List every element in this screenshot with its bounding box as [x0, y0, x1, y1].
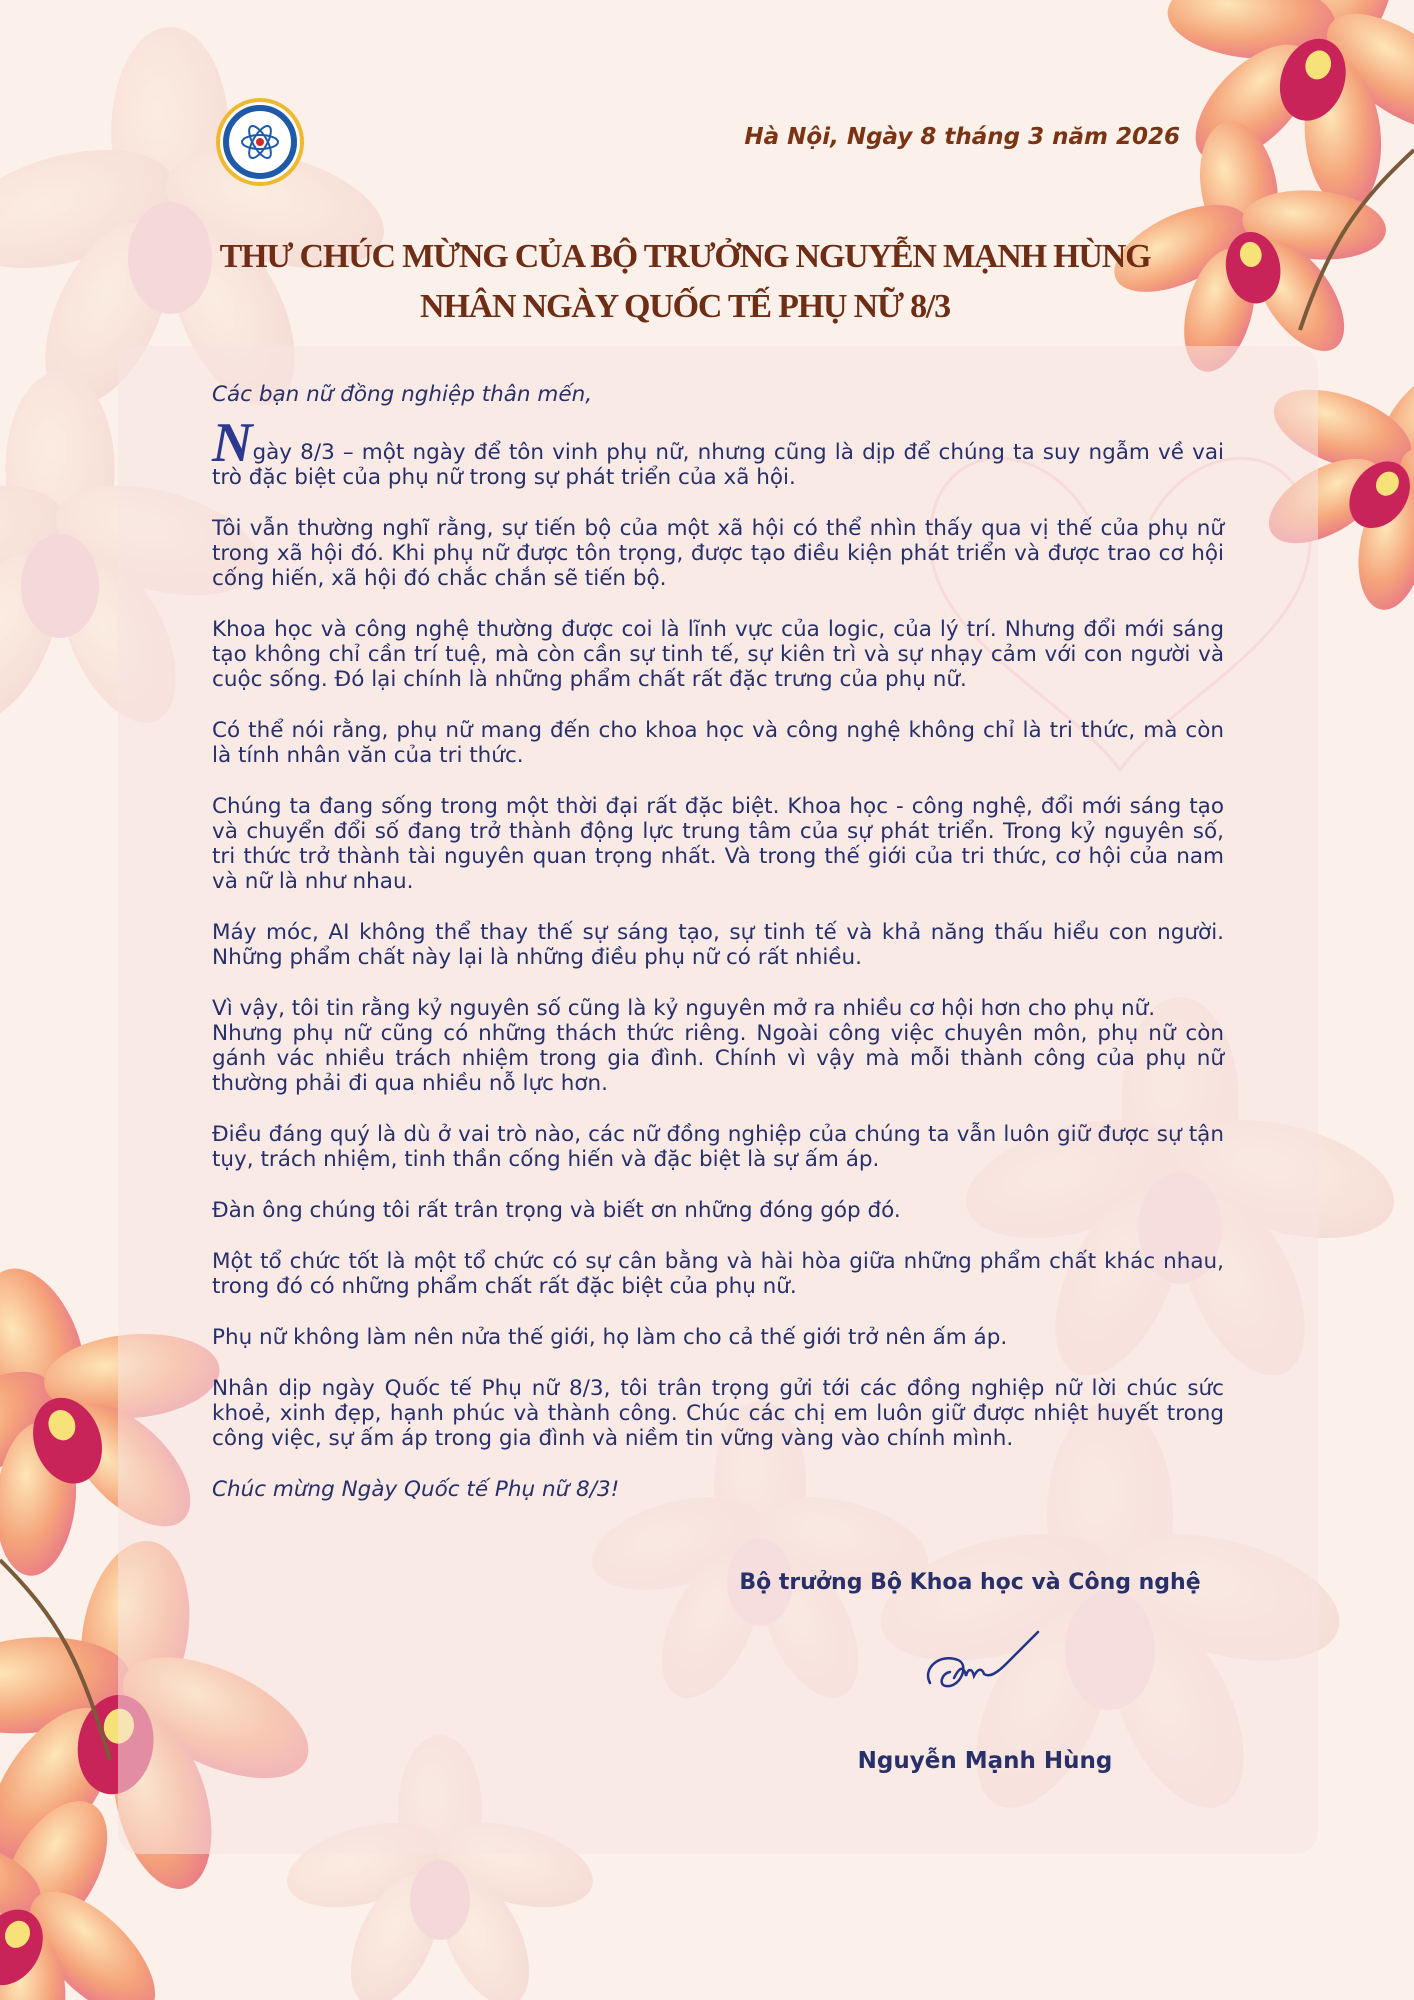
paragraph-7-rest: Nhưng phụ nữ cũng có những thách thức riêng. Ngoài công việc chuyên môn, phụ nữ còn gánh vác nhiều trách nhiệm trong gia đình. Chính vì vậy mà mỗi thành công của phụ nữ thường phải đi qua nhiều nỗ lực hơn.: [212, 1021, 1224, 1096]
title-line-2: NHÂN NGÀY QUỐC TẾ PHỤ NỮ 8/3: [420, 288, 950, 325]
signer-position: Bộ trưởng Bộ Khoa học và Công nghệ: [739, 1570, 1201, 1595]
closing-line: Chúc mừng Ngày Quốc tế Phụ nữ 8/3!: [212, 1477, 620, 1502]
paragraph-5: Chúng ta đang sống trong một thời đại rất đặc biệt. Khoa học - công nghệ, đổi mới sáng tạo và chuyển đổi số đang trở thành động lực trung tâm của sự phát triển. Trong kỷ nguyên số, tri thức trở thành tài nguyên quan trọng nhất. Và trong thế giới của tri thức, cơ hội của nam và nữ là như nhau.: [212, 794, 1224, 894]
paragraph-11: Phụ nữ không làm nên nửa thế giới, họ làm cho cả thế giới trở nên ấm áp.: [212, 1325, 1008, 1350]
paragraph-6: Máy móc, AI không thể thay thế sự sáng tạo, sự tinh tế và khả năng thấu hiểu con người. Những phẩm chất này lại là những điều phụ nữ có rất nhiều.: [212, 920, 1224, 970]
letter-body: [212, 382, 1224, 1528]
signer-name: Nguyễn Mạnh Hùng: [857, 1748, 1113, 1774]
paragraph-12: Nhân dịp ngày Quốc tế Phụ nữ 8/3, tôi trân trọng gửi tới các đồng nghiệp nữ lời chúc sức khoẻ, xinh đẹp, hạnh phúc và thành công. Chúc các chị em luôn giữ được nhiệt huyết trong công việc, sự ấm áp trong gia đình và niềm tin vững vàng vào chính mình.: [212, 1376, 1224, 1451]
paragraph-4: Có thể nói rằng, phụ nữ mang đến cho khoa học và công nghệ không chỉ là tri thức, mà còn là tính nhân văn của tri thức.: [212, 718, 1224, 768]
paragraph-3: Khoa học và công nghệ thường được coi là lĩnh vực của logic, của lý trí. Nhưng đổi mới sáng tạo không chỉ cần trí tuệ, mà còn cần sự tinh tế, sự kiên trì và sự nhạy cảm với con người và cuộc sống. Đó lại chính là những phẩm chất rất đặc trưng của phụ nữ.: [212, 617, 1224, 692]
date-line: Hà Nội, Ngày 8 tháng 3 năm 2026: [744, 124, 1180, 150]
letter-title: [130, 232, 1240, 332]
title-line-1: THƯ CHÚC MỪNG CỦA BỘ TRƯỞNG NGUYỄN MẠNH HÙNG: [219, 238, 1151, 275]
paragraph-9: Đàn ông chúng tôi rất trân trọng và biết ơn những đóng góp đó.: [212, 1198, 901, 1223]
paragraph-7: [212, 996, 1224, 1096]
drop-cap: N: [212, 412, 253, 474]
paragraph-2: Tôi vẫn thường nghĩ rằng, sự tiến bộ của một xã hội có thể nhìn thấy qua vị thế của phụ nữ trong xã hội đó. Khi phụ nữ được tôn trọng, được tạo điều kiện phát triển và được trao cơ hội cống hiến, xã hội đó chắc chắn sẽ tiến bộ.: [212, 516, 1224, 591]
paragraph-10: Một tổ chức tốt là một tổ chức có sự cân bằng và hài hòa giữa những phẩm chất khác nhau, trong đó có những phẩm chất rất đặc biệt của phụ nữ.: [212, 1249, 1224, 1299]
salutation: Các bạn nữ đồng nghiệp thân mến,: [212, 382, 593, 407]
paragraph-1: [212, 412, 1224, 490]
handwritten-signature: [920, 1628, 1050, 1708]
paragraph-8: Điều đáng quý là dù ở vai trò nào, các nữ đồng nghiệp của chúng ta vẫn luôn giữ được sự tận tụy, trách nhiệm, tinh thần cống hiến và đặc biệt là sự ấm áp.: [212, 1122, 1224, 1172]
ministry-logo: [216, 98, 304, 186]
paragraph-1-text: gày 8/3 – một ngày để tôn vinh phụ nữ, nhưng cũng là dịp để chúng ta suy ngẫm về vai trò đặc biệt của phụ nữ trong sự phát triển của xã hội.: [212, 440, 1224, 490]
paragraph-7-line-1: Vì vậy, tôi tin rằng kỷ nguyên số cũng là kỷ nguyên mở ra nhiều cơ hội hơn cho phụ nữ.: [212, 996, 1156, 1021]
